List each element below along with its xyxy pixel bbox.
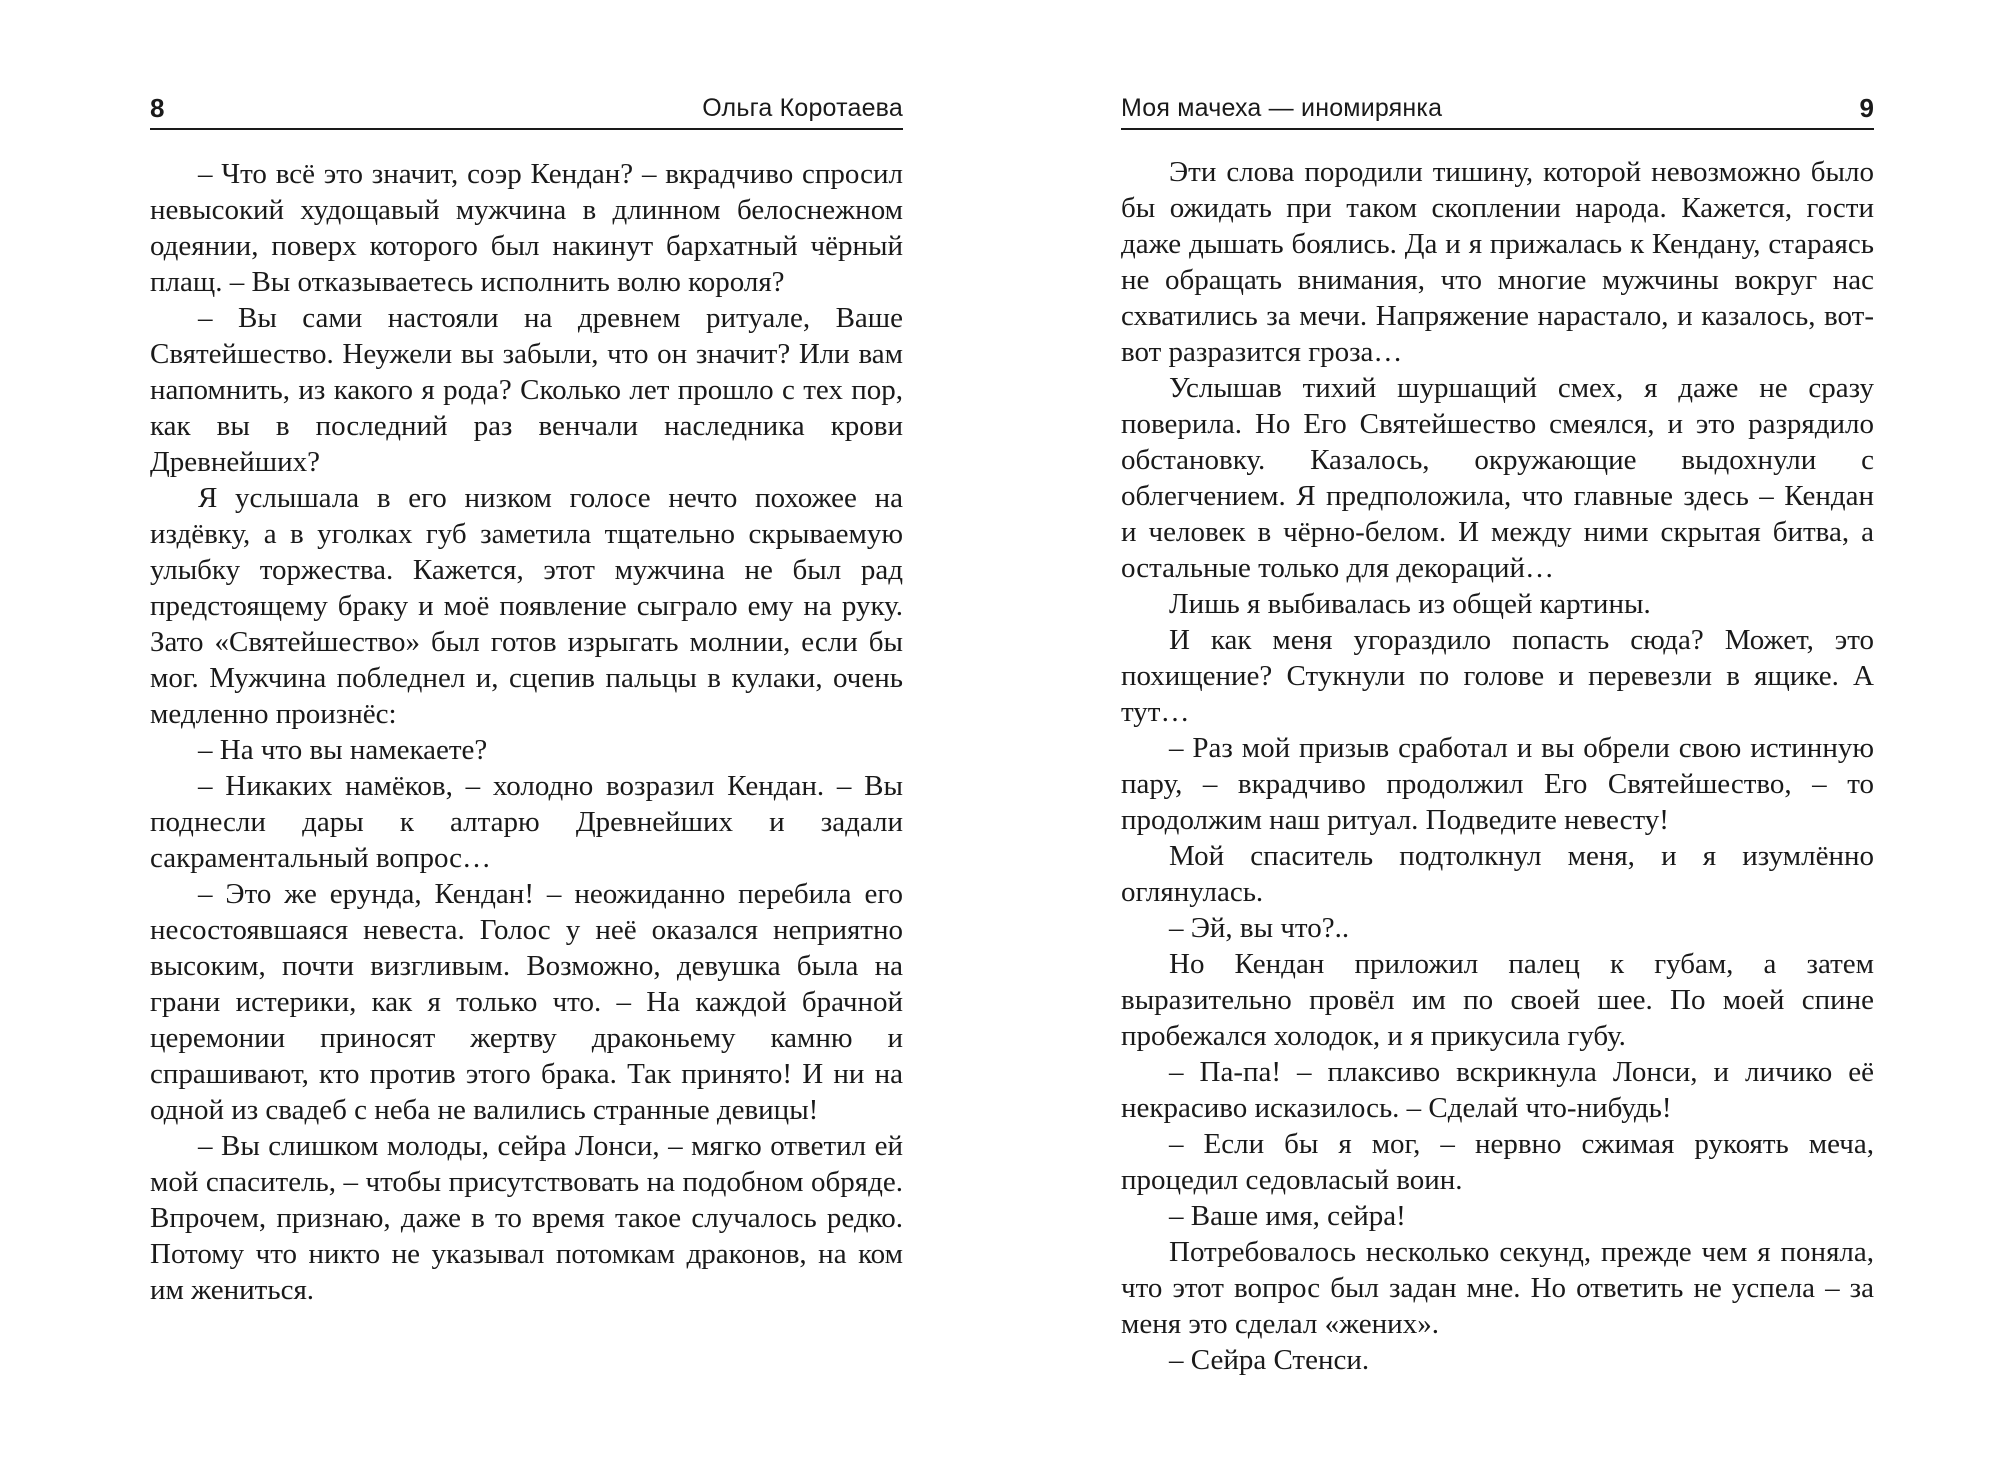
paragraph: – Это же ерунда, Кендан! – неожиданно перебила его несостоявшаяся невеста. Голос у неё оказался неприятно высоким, почти визгливым. Возможно, девушка была на грани истерики, как я только что. – На каждой брачной церемонии приносят жертву драконьему камню и спрашивают, кто против этого брака. Так принято! И ни на одной из свадеб с неба не валились странные девицы!: [150, 878, 903, 1126]
paragraph: – Вы сами настояли на древнем ритуале, Ваше Святейшество. Неужели вы забыли, что он значит? Или вам напомнить, из какого я рода? Сколько лет прошло с тех пор, как вы в последний раз венчали наследника крови Древнейших?: [150, 302, 903, 478]
left-running-title: Ольга Коротаева: [702, 94, 903, 122]
paragraph: Лишь я выбивалась из общей картины.: [1169, 588, 1651, 620]
right-body-text: [1121, 154, 1874, 1378]
left-body-text: [150, 156, 903, 1308]
paragraph: Я услышала в его низком голосе нечто похожее на издёвку, а в уголках губ заметила тщательно скрываемую улыбку торжества. Кажется, этот мужчина не был рад предстоящему браку и моё появление сыграло ему на руку. Зато «Святейшество» был готов изрыгать молнии, если бы мог. Мужчина побледнел и, сцепив пальцы в кулаки, очень медленно произнёс:: [150, 482, 903, 730]
paragraph: – Что всё это значит, соэр Кендан? – вкрадчиво спросил невысокий худощавый мужчина в длинном белоснежном одеянии, поверх которого был накинут бархатный чёрный плащ. – Вы отказываетесь исполнить волю короля?: [150, 158, 903, 298]
paragraph: – Сейра Стенси.: [1169, 1344, 1370, 1376]
paragraph: И как меня угораздило попасть сюда? Может, это похищение? Стукнули по голове и перевезли в ящике. А тут…: [1121, 624, 1874, 728]
paragraph: – Раз мой призыв сработал и вы обрели свою истинную пару, – вкрадчиво продолжил Его Святейшество, – то продолжим наш ритуал. Подведите невесту!: [1121, 732, 1874, 836]
paragraph: – Па-па! – плаксиво вскрикнула Лонси, и личико её некрасиво исказилось. – Сделай что-нибудь!: [1121, 1056, 1874, 1124]
paragraph: Эти слова породили тишину, которой невозможно было бы ожидать при таком скоплении народа. Кажется, гости даже дышать боялись. Да и я прижалась к Кендану, стараясь не обращать внимания, что многие мужчины вокруг нас схватились за мечи. Напряжение нарастало, и казалось, вот-вот разразится гроза…: [1121, 156, 1874, 368]
paragraph: Потребовалось несколько секунд, прежде чем я поняла, что этот вопрос был задан мне. Но ответить не успела – за меня это сделал «жених».: [1121, 1236, 1874, 1340]
left-page: [150, 88, 903, 1308]
left-running-head: [150, 88, 903, 130]
paragraph: – Никаких намёков, – холодно возразил Кендан. – Вы поднесли дары к алтарю Древнейших и задали сакраментальный вопрос…: [150, 770, 903, 874]
paragraph: – Если бы я мог, – нервно сжимая рукоять меча, процедил седовласый воин.: [1121, 1128, 1874, 1196]
right-running-title: Моя мачеха — иномирянка: [1121, 94, 1443, 122]
paragraph: – Эй, вы что?..: [1169, 912, 1350, 944]
right-running-head: [1121, 88, 1874, 130]
right-page-number: 9: [1859, 93, 1874, 123]
left-page-number: 8: [150, 93, 165, 123]
paragraph: – На что вы намекаете?: [198, 734, 488, 766]
paragraph: – Вы слишком молоды, сейра Лонси, – мягко ответил ей мой спаситель, – чтобы присутствовать на подобном обряде. Впрочем, признаю, даже в то время такое случалось редко. Потому что никто не указывал потомкам драконов, на ком им жениться.: [150, 1130, 903, 1306]
paragraph: Мой спаситель подтолкнул меня, и я изумлённо оглянулась.: [1121, 840, 1874, 908]
right-page: [1121, 88, 1874, 1378]
paragraph: Услышав тихий шуршащий смех, я даже не сразу поверила. Но Его Святейшество смеялся, и это разрядило обстановку. Казалось, окружающие выдохнули с облегчением. Я предположила, что главные здесь – Кендан и человек в чёрно-белом. И между ними скрытая битва, а остальные только для декораций…: [1121, 372, 1874, 584]
paragraph: – Ваше имя, сейра!: [1169, 1200, 1406, 1232]
paragraph: Но Кендан приложил палец к губам, а затем выразительно провёл им по своей шее. По моей спине пробежался холодок, и я прикусила губу.: [1121, 948, 1874, 1052]
